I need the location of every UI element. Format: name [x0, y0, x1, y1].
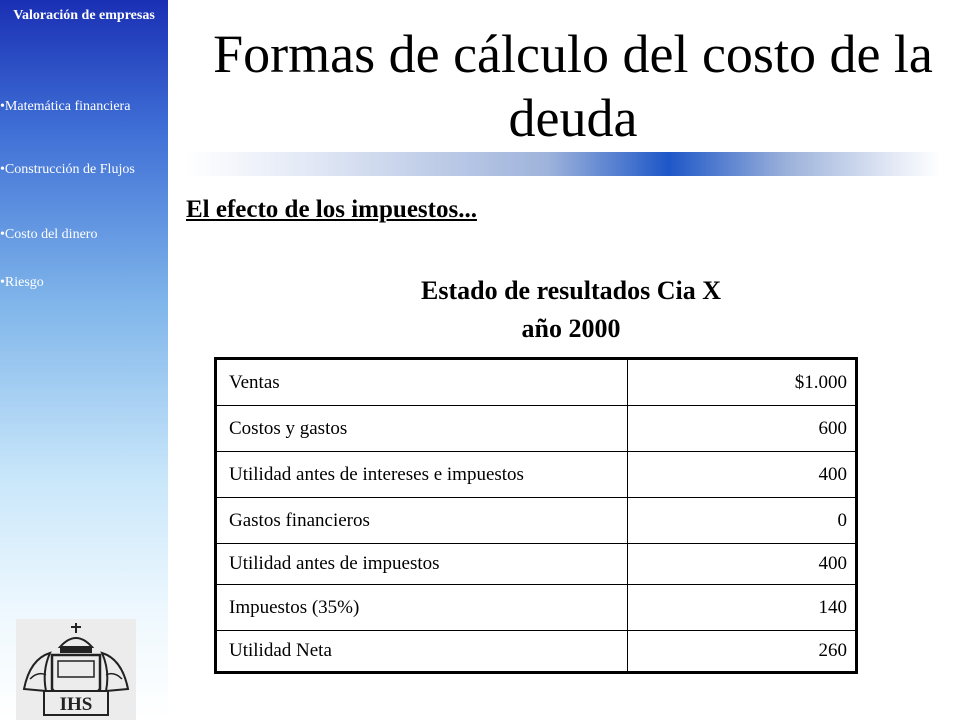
row-label: Gastos financieros [216, 498, 628, 544]
row-label: Utilidad antes de intereses e impuestos [216, 452, 628, 498]
table-row [216, 452, 857, 498]
table-row [216, 585, 857, 631]
table-row [216, 406, 857, 452]
table-row [216, 498, 857, 544]
row-value: $1.000 [628, 359, 857, 406]
table-row [216, 631, 857, 673]
row-value: 260 [628, 631, 857, 673]
table-title-line1: Estado de resultados Cia X [420, 276, 721, 305]
table-row [216, 359, 857, 406]
sidebar-item-matematica-financiera[interactable]: •Matemática financiera [0, 99, 131, 114]
row-label: Impuestos (35%) [216, 585, 628, 631]
table-title-line2: año 2000 [521, 314, 621, 343]
logo-text: IHS [59, 694, 93, 715]
sidebar [0, 0, 168, 720]
sidebar-title: Valoración de empresas [13, 8, 155, 23]
sidebar-item-construccion-flujos[interactable]: •Construcción de Flujos [0, 162, 135, 177]
row-value: 600 [628, 406, 857, 452]
row-label: Ventas [216, 359, 628, 406]
row-value: 0 [628, 498, 857, 544]
row-label: Utilidad Neta [216, 631, 628, 673]
income-statement-table [214, 357, 858, 674]
row-value: 400 [628, 452, 857, 498]
section-subtitle: El efecto de los impuestos... [186, 196, 477, 223]
table-row [216, 544, 857, 585]
sidebar-item-riesgo[interactable]: •Riesgo [0, 275, 44, 290]
row-value: 140 [628, 585, 857, 631]
university-crest-icon [16, 619, 136, 720]
row-label: Utilidad antes de impuestos [216, 544, 628, 585]
row-value: 400 [628, 544, 857, 585]
title-gradient-bar [186, 152, 940, 176]
sidebar-item-costo-dinero[interactable]: •Costo del dinero [0, 227, 98, 242]
page-title: Formas de cálculo del costo de la deuda [213, 24, 933, 148]
row-label: Costos y gastos [216, 406, 628, 452]
table-title [186, 272, 956, 348]
